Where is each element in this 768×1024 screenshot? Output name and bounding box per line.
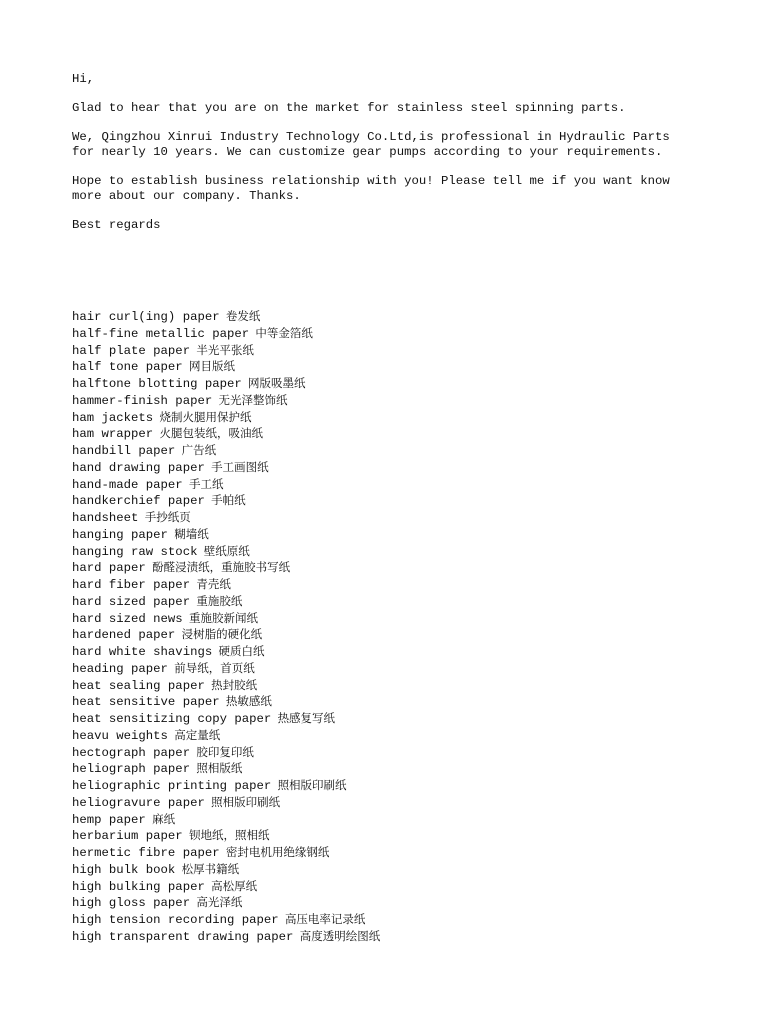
paper-glossary (72, 308, 712, 945)
glossary-entry (72, 844, 712, 861)
letter-paragraph-2-line-1: We, Qingzhou Xinrui Industry Technology Co.Ltd,is professional in Hydraulic Parts (72, 130, 670, 145)
glossary-entry (72, 710, 712, 727)
glossary-term-zh: 壁纸原纸 (203, 543, 250, 558)
glossary-term-zh: 重施胶新闻纸 (189, 610, 259, 625)
glossary-entry (72, 308, 712, 325)
glossary-term-zh: 胶印复印纸 (196, 744, 254, 759)
glossary-entry (72, 409, 712, 426)
glossary-term-en: hanging raw stock (72, 544, 198, 559)
glossary-term-zh: 前导纸，首页纸 (174, 660, 255, 675)
glossary-term-en: heat sensitive paper (72, 695, 220, 710)
glossary-term-en: hand drawing paper (72, 460, 205, 475)
glossary-entry (72, 794, 712, 811)
glossary-term-en: heliograph paper (72, 762, 191, 777)
glossary-term-zh: 糊墙纸 (174, 526, 209, 541)
glossary-term-zh: 松厚书籍纸 (181, 861, 240, 876)
glossary-term-en: herbarium paper (72, 829, 183, 844)
glossary-term-en: handkerchief paper (72, 494, 205, 509)
glossary-term-en: half-fine metallic paper (72, 326, 250, 341)
glossary-term-en: hard paper (72, 561, 146, 576)
glossary-term-en: high transparent drawing paper (72, 929, 294, 944)
glossary-term-zh: 照相版纸 (196, 761, 243, 776)
glossary-term-zh: 手工纸 (189, 476, 224, 491)
glossary-entry (72, 861, 712, 878)
glossary-entry (72, 425, 712, 442)
glossary-term-zh: 重施胶纸 (196, 593, 243, 608)
glossary-entry (72, 325, 712, 342)
glossary-entry (72, 459, 712, 476)
glossary-term-zh: 高度透明绘图纸 (299, 928, 381, 943)
glossary-term-zh: 中等金箔纸 (255, 325, 313, 340)
glossary-entry (72, 693, 712, 710)
glossary-term-en: handsheet (72, 511, 139, 525)
glossary-entry (72, 543, 712, 560)
letter-paragraph-2 (72, 130, 712, 159)
glossary-term-zh: 照相版印刷纸 (277, 778, 347, 792)
glossary-term-zh: 手抄纸页 (144, 510, 191, 524)
glossary-entry (72, 375, 712, 392)
glossary-term-zh: 手工画图纸 (211, 459, 269, 474)
glossary-entry (72, 442, 712, 459)
glossary-term-zh: 热敏感纸 (225, 694, 272, 709)
glossary-entry (72, 827, 712, 844)
glossary-term-zh: 热封胶纸 (211, 677, 258, 692)
glossary-entry (72, 342, 712, 359)
glossary-entry (72, 626, 712, 643)
glossary-entry (72, 660, 712, 677)
glossary-term-en: ham jackets (72, 410, 154, 425)
letter-paragraph-2-line-2: for nearly 10 years. We can customize gear pumps according to your requirements. (72, 145, 663, 160)
glossary-term-zh: 浸树脂的硬化纸 (181, 627, 263, 642)
glossary-term-en: hard white shavings (72, 645, 213, 659)
glossary-entry (72, 392, 712, 409)
glossary-entry (72, 576, 712, 593)
glossary-term-zh: 照相版印刷纸 (211, 794, 281, 809)
glossary-term-en: heat sensitizing copy paper (72, 712, 272, 726)
glossary-term-en: hermetic fibre paper (72, 846, 220, 860)
closing: Best regards (72, 218, 161, 233)
glossary-entry (72, 744, 712, 761)
glossary-term-zh: 卷发纸 (225, 309, 261, 323)
glossary-term-zh: 无光泽整饰纸 (218, 392, 288, 407)
glossary-term-en: high bulk book (72, 862, 176, 877)
glossary-term-zh: 高压电率记录纸 (284, 912, 366, 926)
glossary-entry (72, 727, 712, 744)
glossary-entry (72, 509, 712, 526)
glossary-term-zh: 高定量纸 (174, 727, 221, 742)
glossary-entry (72, 894, 712, 911)
glossary-term-en: heading paper (72, 661, 168, 676)
glossary-term-zh: 网目版纸 (189, 359, 236, 374)
glossary-entry (72, 643, 712, 660)
glossary-entry (72, 760, 712, 777)
glossary-term-en: heliogravure paper (72, 795, 205, 810)
glossary-term-zh: 麻纸 (152, 811, 176, 826)
glossary-term-zh: 高光泽纸 (196, 895, 243, 910)
glossary-entry (72, 911, 712, 928)
glossary-term-zh: 热感复写纸 (277, 711, 336, 725)
glossary-term-zh: 钡地纸，照相纸 (189, 828, 270, 843)
glossary-entry (72, 593, 712, 610)
glossary-term-en: hectograph paper (72, 745, 191, 760)
greeting: Hi, (72, 72, 95, 86)
glossary-term-en: handbill paper (72, 444, 176, 458)
glossary-term-en: hard sized paper (72, 594, 191, 609)
glossary-term-zh: 火腿包装纸，吸油纸 (159, 426, 263, 441)
glossary-term-en: heliographic printing paper (72, 779, 272, 793)
glossary-term-en: hardened paper (72, 628, 176, 643)
glossary-entry (72, 777, 712, 794)
glossary-term-en: hard sized news (72, 611, 183, 626)
glossary-term-en: high bulking paper (72, 879, 205, 894)
glossary-entry (72, 610, 712, 627)
glossary-term-zh: 广告纸 (181, 443, 217, 457)
glossary-entry (72, 878, 712, 895)
glossary-term-zh: 手帕纸 (211, 493, 246, 508)
letter-paragraph-3-line-1: Hope to establish business relationship with you! Please tell me if you want know (72, 174, 670, 189)
glossary-term-en: halftone blotting paper (72, 377, 242, 391)
glossary-entry (72, 358, 712, 375)
glossary-term-en: hanging paper (72, 527, 168, 542)
glossary-term-en: heavu weights (72, 728, 168, 743)
glossary-term-en: hand-made paper (72, 477, 183, 492)
glossary-term-en: hemp paper (72, 812, 146, 827)
glossary-entry (72, 492, 712, 509)
glossary-term-en: high gloss paper (72, 896, 191, 911)
glossary-entry (72, 476, 712, 493)
glossary-term-zh: 高松厚纸 (211, 878, 258, 893)
glossary-term-en: hard fiber paper (72, 578, 191, 592)
glossary-term-zh: 青壳纸 (196, 577, 231, 591)
glossary-term-en: hammer-finish paper (72, 393, 213, 408)
email-letter (72, 72, 712, 233)
glossary-term-zh: 烧制火腿用保护纸 (159, 409, 252, 424)
glossary-term-zh: 密封电机用绝缘钢纸 (225, 845, 330, 859)
glossary-term-zh: 网版吸墨纸 (248, 376, 306, 390)
glossary-term-en: hair curl(ing) paper (72, 310, 220, 324)
glossary-term-en: half tone paper (72, 360, 183, 375)
glossary-entry (72, 928, 712, 945)
glossary-term-en: heat sealing paper (72, 678, 205, 693)
glossary-term-zh: 酚醛浸渍纸，重施胶书写纸 (152, 560, 291, 575)
letter-paragraph-3 (72, 174, 712, 203)
glossary-term-en: ham wrapper (72, 427, 154, 442)
glossary-entry (72, 526, 712, 543)
glossary-entry (72, 677, 712, 694)
glossary-term-zh: 半光平张纸 (196, 342, 254, 357)
glossary-term-en: high tension recording paper (72, 913, 279, 927)
glossary-entry (72, 811, 712, 828)
glossary-entry (72, 559, 712, 576)
letter-paragraph-3-line-2: more about our company. Thanks. (72, 189, 301, 204)
glossary-term-zh: 硬质白纸 (218, 644, 265, 658)
letter-paragraph-1: Glad to hear that you are on the market for stainless steel spinning parts. (72, 101, 626, 116)
glossary-term-en: half plate paper (72, 343, 191, 358)
